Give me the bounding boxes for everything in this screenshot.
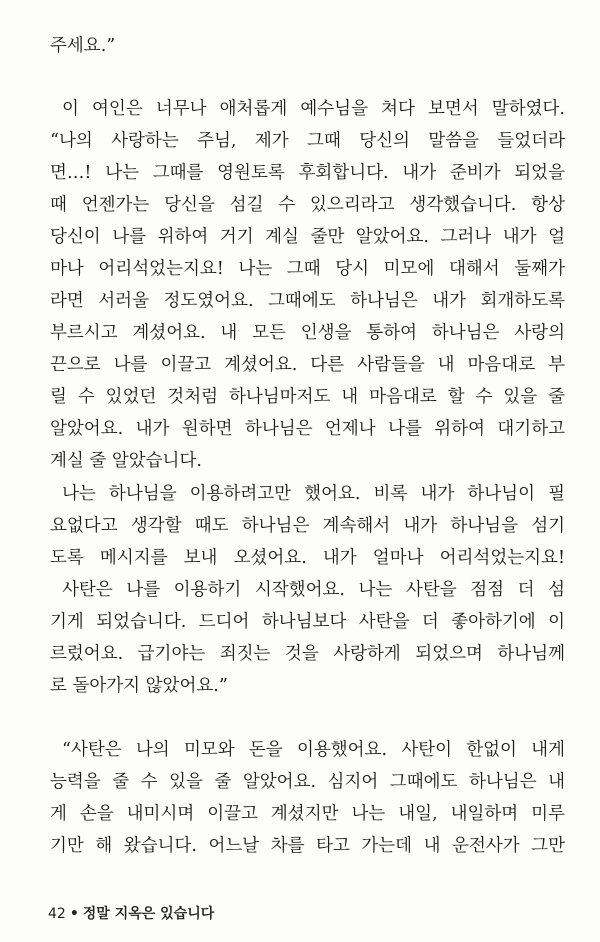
text-line: 도록 메시지를 보내 오셨어요. 내가 얼마나 어리석었는지요! [50, 548, 565, 568]
text-line: “사탄은 나의 미모와 돈을 이용했어요. 사탄이 한없이 내게 [62, 740, 565, 760]
page-footer [48, 903, 214, 923]
text-line: 면…! 나는 그때를 영원토록 후회합니다. 내가 준비가 되었을 [50, 163, 565, 183]
text-line: 당신이 나를 위하여 거기 계실 줄만 알았어요. 그러나 내가 얼 [50, 227, 565, 247]
text-line: 기만 해 왔습니다. 어느날 차를 타고 가는데 내 운전사가 그만 [50, 836, 565, 856]
text-line: 이 여인은 너무나 애처롭게 예수님을 쳐다 보면서 말하였다. [62, 99, 565, 119]
text-line: “나의 사랑하는 주님, 제가 그때 당신의 말씀을 들었더라 [50, 131, 565, 151]
footer-separator: • [69, 906, 79, 922]
text-line: 나는 하나님을 이용하려고만 했어요. 비록 내가 하나님이 필 [62, 484, 565, 504]
text-line: 계실 줄 알았습니다. [50, 451, 202, 471]
text-line: 게 손을 내미시며 이끌고 계셨지만 나는 내일, 내일하며 미루 [50, 804, 565, 824]
text-line: 기게 되었습니다. 드디어 하나님보다 사탄을 더 좋아하기에 이 [50, 612, 566, 632]
text-line: 라면 서러울 정도였어요. 그때에도 하나님은 내가 회개하도록 [50, 291, 565, 311]
text-line: 로 돌아가지 않았어요.” [50, 676, 228, 696]
text-line: 능력을 줄 수 있을 줄 알았어요. 심지어 그때에도 하나님은 내 [50, 772, 565, 792]
text-line: 르렀어요. 급기야는 죄짓는 것을 사랑하게 되었으며 하나님께 [50, 644, 565, 664]
text-line: 릴 수 있었던 것처럼 하나님마저도 내 마음대로 할 수 있을 줄 [50, 387, 565, 407]
page-number: 42 [48, 906, 66, 922]
text-line: 주세요.” [50, 36, 116, 56]
text-line: 부르시고 계셨어요. 내 모든 인생을 통하여 하나님은 사랑의 [50, 323, 565, 343]
text-line: 마나 어리석었는지요! 나는 그때 당시 미모에 대해서 둘째가 [50, 259, 565, 279]
book-title: 정말 지옥은 있습니다 [82, 906, 215, 922]
text-line: 때 언젠가는 당신을 섬길 수 있으리라고 생각했습니다. 항상 [50, 195, 565, 215]
text-line: 알았어요. 내가 원하면 하나님은 언제나 나를 위하여 대기하고 [50, 419, 565, 439]
text-line: 요없다고 생각할 때도 하나님은 계속해서 내가 하나님을 섬기 [50, 516, 565, 536]
text-line: 사탄은 나를 이용하기 시작했어요. 나는 사탄을 점점 더 섬 [62, 580, 565, 600]
text-line: 끈으로 나를 이끌고 계셨어요. 다른 사람들을 내 마음대로 부 [50, 355, 565, 375]
